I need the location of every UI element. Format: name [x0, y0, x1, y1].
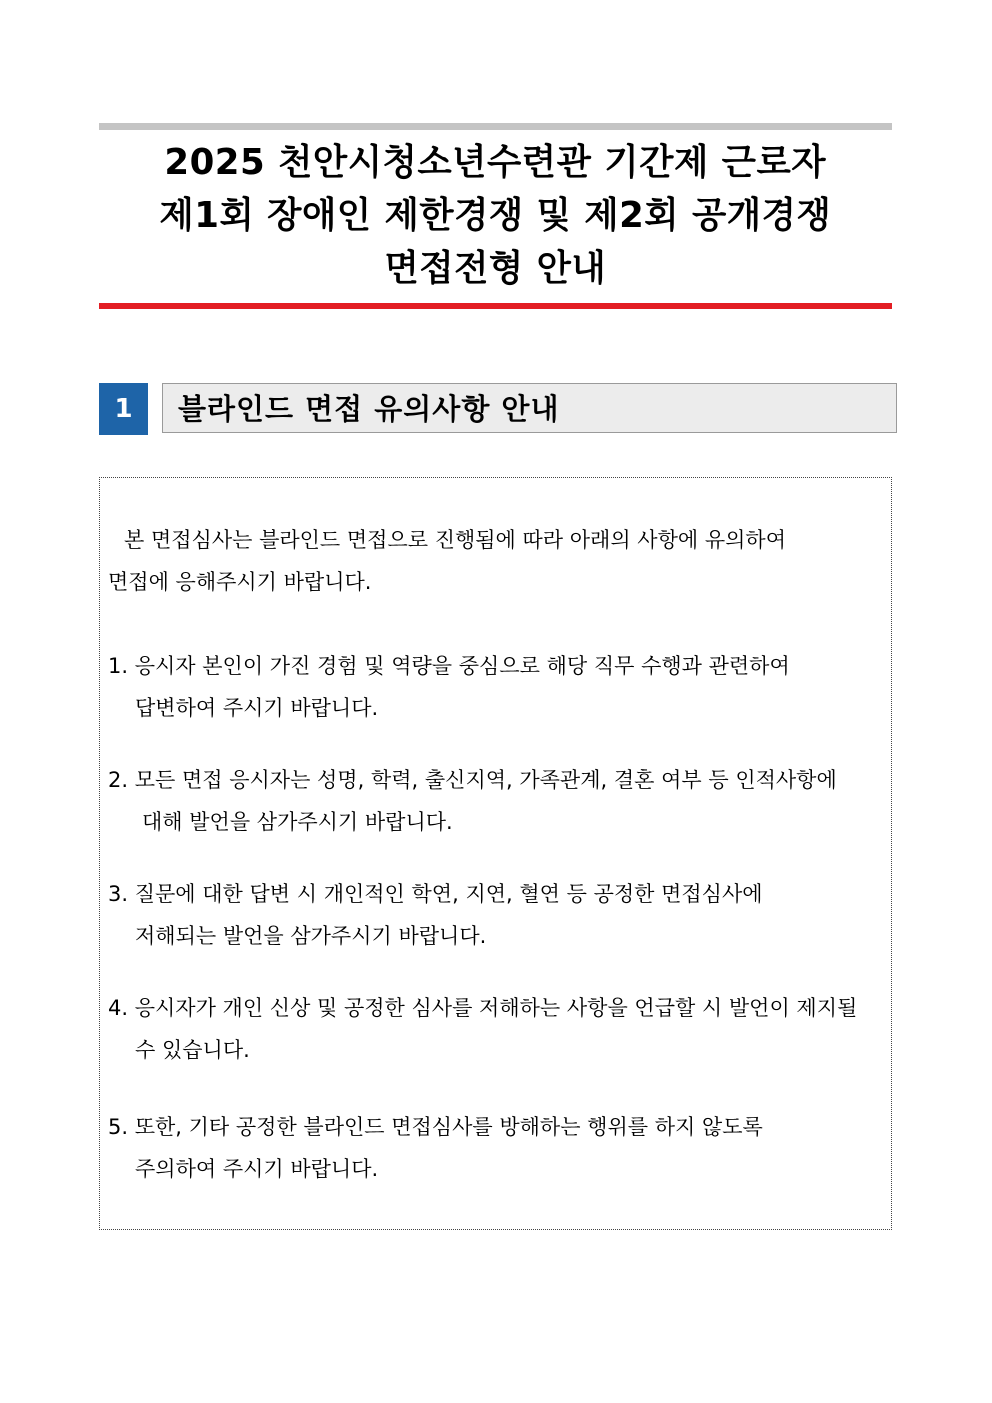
section-title: 블라인드 면접 유의사항 안내 [178, 392, 560, 426]
item-3-line-2: 저해되는 발언을 삼가주시기 바랍니다. [135, 924, 487, 948]
item-2-line-2: 대해 발언을 삼가주시기 바랍니다. [142, 810, 453, 834]
item-4-line-1: 4. 응시자가 개인 신상 및 공정한 심사를 저해하는 사항을 언급할 시 발언이 제지될 [108, 996, 858, 1020]
title-line-2: 제1회 장애인 제한경쟁 및 제2회 공개경쟁 [159, 195, 832, 236]
title-line-1: 2025 천안시청소년수련관 기간제 근로자 [164, 142, 827, 183]
item-5-line-2: 주의하여 주시기 바랍니다. [135, 1157, 379, 1181]
top-gray-rule [99, 123, 892, 130]
section-number-badge: 1 [99, 383, 148, 435]
item-5-line-1: 5. 또한, 기타 공정한 블라인드 면접심사를 방해하는 행위를 하지 않도록 [108, 1115, 763, 1139]
item-1-line-2: 답변하여 주시기 바랍니다. [135, 696, 379, 720]
section-title-box [162, 383, 897, 433]
red-divider [99, 303, 892, 309]
intro-line-2: 면접에 응해주시기 바랍니다. [108, 570, 372, 594]
document-title [99, 136, 892, 295]
item-1-line-1: 1. 응시자 본인이 가진 경험 및 역량을 중심으로 해당 직무 수행과 관련하여 [108, 654, 790, 678]
item-3-line-1: 3. 질문에 대한 답변 시 개인적인 학연, 지연, 혈연 등 공정한 면접심사에 [108, 882, 763, 906]
title-line-3: 면접전형 안내 [384, 248, 607, 289]
notice-content-box [99, 477, 892, 1230]
item-2-line-1: 2. 모든 면접 응시자는 성명, 학력, 출신지역, 가족관계, 결혼 여부 등 인적사항에 [108, 768, 837, 792]
item-4-line-2: 수 있습니다. [135, 1038, 250, 1062]
intro-line-1: 본 면접심사는 블라인드 면접으로 진행됨에 따라 아래의 사항에 유의하여 [124, 528, 786, 552]
